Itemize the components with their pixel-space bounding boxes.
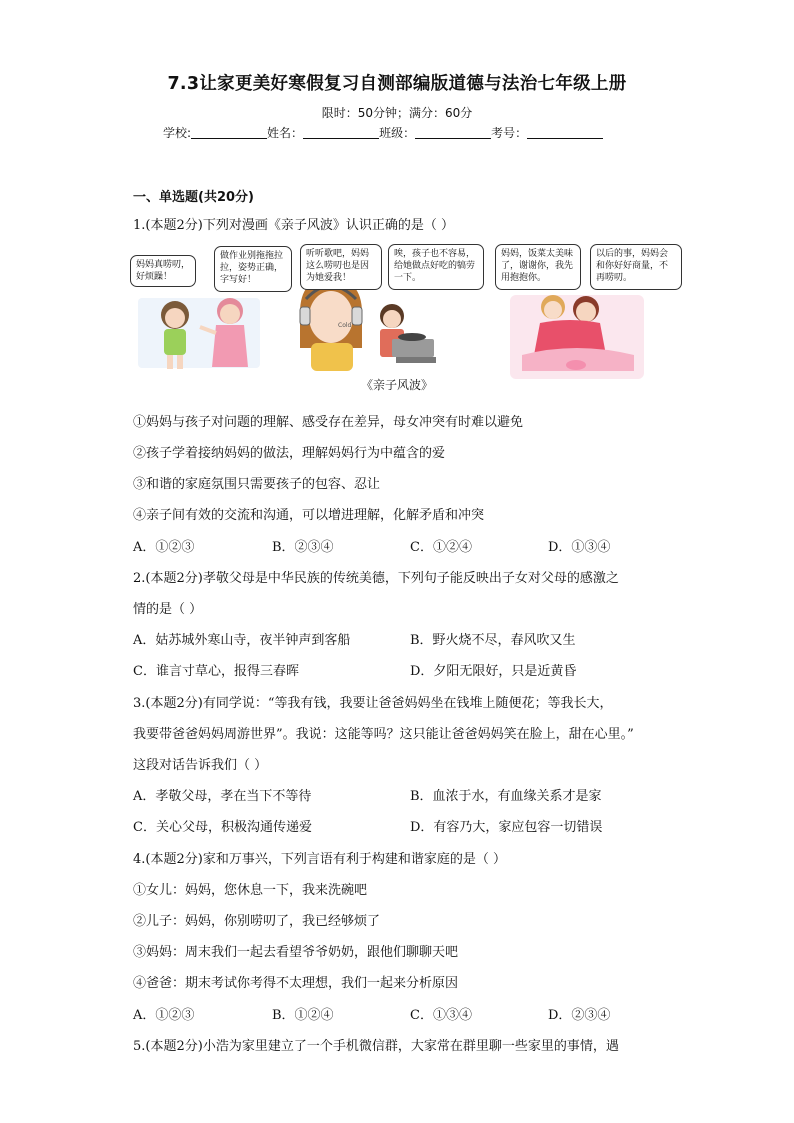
name-label: 姓名： [267, 126, 304, 140]
section-heading: 一、单选题(共20分) [133, 190, 254, 205]
q1-option-d[interactable]: D．①③④ [548, 540, 611, 555]
q5-stem: 5.(本题2分)小浩为家里建立了一个手机微信群，大家常在群里聊一些家里的事情，遇 [133, 1039, 619, 1054]
q1-statement-2: ②孩子学着接纳妈妈的做法，理解妈妈行为中蕴含的爱 [133, 446, 446, 461]
school-label: 学校: [163, 126, 192, 140]
class-blank [415, 125, 491, 139]
q2-stem-line-2: 情的是（ ） [133, 602, 203, 617]
school-blank [191, 125, 267, 139]
q3-option-d[interactable]: D．有容乃大，家应包容一切错误 [410, 820, 603, 835]
headphone-label: Cold [338, 322, 352, 329]
q4-option-b[interactable]: B．①②④ [272, 1008, 334, 1023]
q1-statement-3: ③和谐的家庭氛围只需要孩子的包容、忍让 [133, 477, 381, 492]
q1-option-c[interactable]: C．①②④ [410, 540, 472, 555]
q4-statement-4: ④爸爸：期末考试你考得不太理想，我们一起来分析原因 [133, 976, 459, 991]
q4-option-c[interactable]: C．①③④ [410, 1008, 472, 1023]
q2-stem-line-1: 2.(本题2分)孝敬父母是中华民族的传统美德，下列句子能反映出子女对父母的感激之 [133, 571, 619, 586]
q4-statement-2: ②儿子：妈妈，你别唠叨了，我已经够烦了 [133, 914, 381, 929]
class-label: 班级： [379, 126, 416, 140]
q3-stem-line-3: 这段对话告诉我们（ ） [133, 758, 268, 773]
q3-option-a[interactable]: A．孝敬父母，孝在当下不等待 [133, 789, 312, 804]
time-score-limits: 限时：50分钟；满分：60分 [321, 106, 473, 120]
q4-statement-1: ①女儿：妈妈，您休息一下，我来洗碗吧 [133, 883, 368, 898]
q4-statement-3: ③妈妈：周末我们一起去看望爷爷奶奶，跟他们聊聊天吧 [133, 945, 459, 960]
number-blank [527, 125, 603, 139]
number-label: 考号： [491, 126, 528, 140]
comic-illustration [130, 243, 684, 383]
comic-caption: 《亲子风波》 [360, 378, 433, 392]
q1-statement-1: ①妈妈与孩子对问题的理解、感受存在差异，母女冲突有时难以避免 [133, 415, 524, 430]
q3-stem-line-1: 3.(本题2分)有同学说：“等我有钱，我要让爸爸妈妈坐在钱堆上随便花；等我长大， [133, 696, 613, 711]
q3-option-c[interactable]: C．关心父母，积极沟通传递爱 [133, 820, 312, 835]
speech-bubble-1: 妈妈真唠叨，好烦躁！ [130, 255, 196, 287]
q1-option-a[interactable]: A．①②③ [133, 540, 195, 555]
q3-option-b[interactable]: B．血浓于水，有血缘关系才是家 [410, 789, 602, 804]
q2-option-c[interactable]: C．谁言寸草心，报得三春晖 [133, 664, 299, 679]
q2-option-a[interactable]: A．姑苏城外寒山寺，夜半钟声到客船 [133, 633, 351, 648]
q1-option-b[interactable]: B．②③④ [272, 540, 334, 555]
q4-option-a[interactable]: A．①②③ [133, 1008, 195, 1023]
speech-bubble-4: 唉，孩子也不容易，给她做点好吃的犒劳一下。 [388, 244, 484, 290]
q4-stem: 4.(本题2分)家和万事兴，下列言语有利于构建和谐家庭的是（ ） [133, 852, 506, 867]
q1-statement-4: ④亲子间有效的交流和沟通，可以增进理解，化解矛盾和冲突 [133, 508, 485, 523]
question-1-stem: 1.(本题2分)下列对漫画《亲子风波》认识正确的是（ ） [133, 218, 454, 233]
q3-stem-line-2: 我要带爸爸妈妈周游世界”。我说：这能等吗？这只能让爸爸妈妈笑在脸上，甜在心里。” [133, 727, 634, 742]
speech-bubble-6: 以后的事，妈妈会和你好好商量，不再唠叨。 [590, 244, 682, 290]
name-blank [303, 125, 379, 139]
student-info-row [163, 124, 663, 141]
speech-bubble-2: 做作业别拖拖拉拉，姿势正确，字写好！ [214, 246, 292, 292]
q4-option-d[interactable]: D．②③④ [548, 1008, 611, 1023]
speech-bubble-3: 听听歌吧，妈妈这么唠叨也是因为她爱我！ [300, 244, 382, 290]
q2-option-d[interactable]: D．夕阳无限好，只是近黄昏 [410, 664, 577, 679]
q2-option-b[interactable]: B．野火烧不尽，春风吹又生 [410, 633, 576, 648]
page-title: 7.3让家更美好寒假复习自测部编版道德与法治七年级上册 [167, 74, 627, 94]
speech-bubble-5: 妈妈，饭菜太美味了，谢谢你，我先用抱抱你。 [495, 244, 581, 290]
